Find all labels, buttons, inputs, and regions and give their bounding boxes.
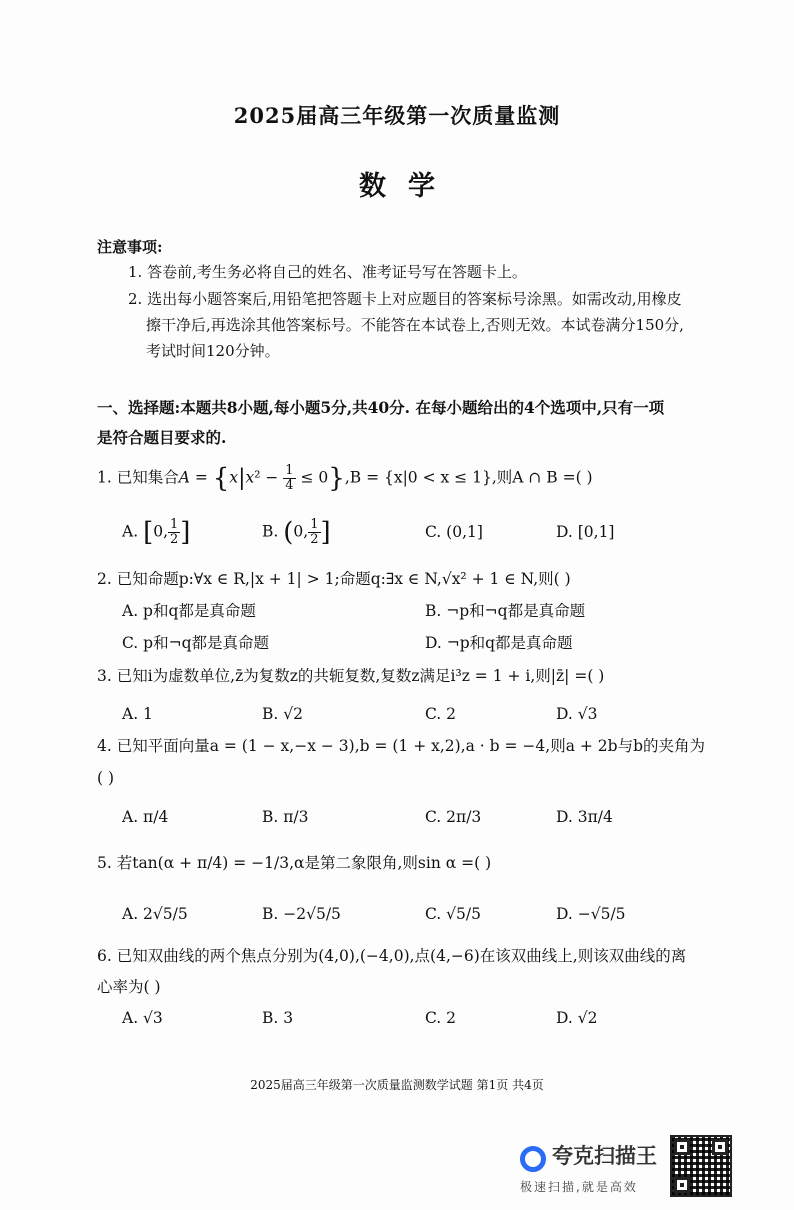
q6-option-d: D. √2 xyxy=(556,1009,598,1027)
q6-option-b: B. 3 xyxy=(262,1009,294,1027)
question-6-cont: 心率为( ) xyxy=(97,978,161,996)
question-4: 4. 已知平面向量a = (1 − x,−x − 3),b = (1 + x,2),a · b = −4,则a + 2b与b的夹角为 xyxy=(97,737,705,755)
question-1: 1. 已知集合A = {x|x² − $\frac{1}{4}$ ≤ 0},B = {x|0 < x ≤ 1},则A ∩ B =( ) xyxy=(97,463,593,494)
section-heading: 是符合题目要求的. xyxy=(97,428,227,447)
q2-option-a: A. p和q都是真命题 xyxy=(122,602,256,620)
q1-option-c: C. (0,1] xyxy=(425,523,483,541)
q4-option-a: A. π/4 xyxy=(122,808,169,826)
q3-option-c: C. 2 xyxy=(425,705,457,723)
q6-option-c: C. 2 xyxy=(425,1009,457,1027)
subject-title: 数学 xyxy=(359,171,457,202)
q1-prefix: 1. 已知集合 xyxy=(97,468,179,487)
q2-option-c: C. p和¬q都是真命题 xyxy=(122,634,269,652)
q3-option-b: B. √2 xyxy=(262,705,303,723)
q1-option-a: A. [0, $\frac{1}{2}$ ] xyxy=(122,517,191,548)
question-2: 2. 已知命题p:∀x ∈ R,|x + 1| > 1;命题q:∃x ∈ N,√x² + 1 ∈ N,则( ) xyxy=(97,570,571,588)
q5-option-a: A. 2√5/5 xyxy=(122,905,188,923)
notice-item: 2. 选出每小题答案后,用铅笔把答题卡上对应题目的答案标号涂黑。如需改动,用橡皮 xyxy=(128,290,682,308)
q5-option-b: B. −2√5/5 xyxy=(262,905,341,923)
q5-option-d: D. −√5/5 xyxy=(556,905,626,923)
q3-option-a: A. 1 xyxy=(122,705,153,723)
q4-option-d: D. 3π/4 xyxy=(556,808,613,826)
q2-option-d: D. ¬p和q都是真命题 xyxy=(425,634,573,652)
scanner-watermark xyxy=(520,1140,657,1195)
q1-option-d: D. [0,1] xyxy=(556,523,615,541)
qr-code-icon xyxy=(670,1135,732,1197)
notice-heading: 注意事项: xyxy=(97,238,163,256)
q1-option-b: B. (0, $\frac{1}{2}$ ] xyxy=(262,517,331,548)
question-4-cont: ( ) xyxy=(97,769,115,787)
question-5: 5. 若tan(α + π/4) = −1/3,α是第二象限角,则sin α =( ) xyxy=(97,854,492,872)
question-6: 6. 已知双曲线的两个焦点分别为(4,0),(−4,0),点(4,−6)在该双曲线上,则该双曲线的离 xyxy=(97,947,687,965)
notice-item: 擦干净后,再选涂其他答案标号。不能答在本试卷上,否则无效。本试卷满分150分, xyxy=(146,316,684,334)
scanner-logo-icon xyxy=(520,1146,546,1172)
question-3: 3. 已知i为虚数单位,z̄为复数z的共轭复数,复数z满足i³z = 1 + i,则|z̄| =( ) xyxy=(97,667,605,685)
exam-title: 2025届高三年级第一次质量监测 xyxy=(233,103,561,128)
q5-option-c: C. √5/5 xyxy=(425,905,481,923)
q3-option-d: D. √3 xyxy=(556,705,598,723)
q2-option-b: B. ¬p和¬q都是真命题 xyxy=(425,602,586,620)
q6-option-a: A. √3 xyxy=(122,1009,163,1027)
notice-item: 1. 答卷前,考生务必将自己的姓名、准考证号写在答题卡上。 xyxy=(128,263,527,281)
page-footer: 2025届高三年级第一次质量监测数学试题 第1页 共4页 xyxy=(250,1078,544,1092)
q4-option-b: B. π/3 xyxy=(262,808,309,826)
q4-option-c: C. 2π/3 xyxy=(425,808,482,826)
notice-item: 考试时间120分钟。 xyxy=(146,342,280,360)
section-heading: 一、选择题:本题共8小题,每小题5分,共40分. 在每小题给出的4个选项中,只有一项 xyxy=(97,398,665,417)
q1-set-b: ,B = {x|0 < x ≤ 1},则A ∩ B =( ) xyxy=(344,468,593,487)
scanner-slogan: 极速扫描,就是高效 xyxy=(520,1179,638,1194)
scanner-brand: 夸克扫描王 xyxy=(552,1144,657,1168)
